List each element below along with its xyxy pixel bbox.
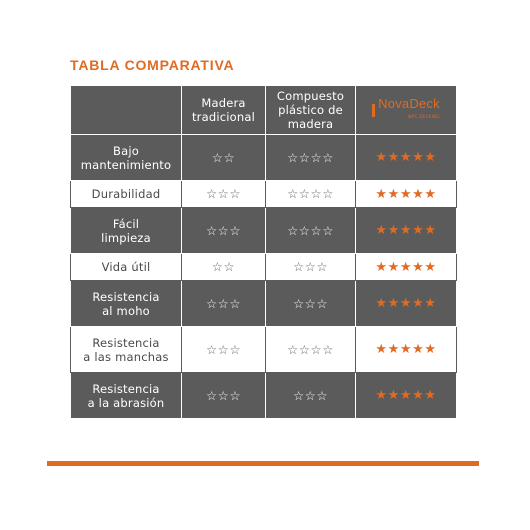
comparison-table <box>70 85 457 419</box>
row-label: Bajo mantenimiento <box>71 135 182 181</box>
wood-rating: ☆☆☆ <box>182 208 266 254</box>
table-row <box>71 373 457 419</box>
table-row <box>71 254 457 281</box>
row-label: Fácil limpieza <box>71 208 182 254</box>
composite-rating: ☆☆☆ <box>266 254 356 281</box>
composite-rating: ☆☆☆ <box>266 281 356 327</box>
brand-rating: ★★★★★ <box>356 373 457 419</box>
table-row <box>71 181 457 208</box>
novadeck-logo: NovaDeck WPC DECKING <box>372 97 440 124</box>
composite-rating: ☆☆☆☆ <box>266 181 356 208</box>
wood-rating: ☆☆☆ <box>182 281 266 327</box>
wood-rating: ☆☆☆ <box>182 181 266 208</box>
header-brand <box>356 86 457 135</box>
row-label: Durabilidad <box>71 181 182 208</box>
header-composite: Compuesto plástico de madera <box>266 86 356 135</box>
logo-mark-icon <box>372 104 375 117</box>
wood-rating: ☆☆☆ <box>182 373 266 419</box>
brand-rating: ★★★★★ <box>356 281 457 327</box>
brand-rating: ★★★★★ <box>356 135 457 181</box>
brand-rating: ★★★★★ <box>356 254 457 281</box>
brand-rating: ★★★★★ <box>356 208 457 254</box>
wood-rating: ☆☆ <box>182 254 266 281</box>
composite-rating: ☆☆☆☆ <box>266 208 356 254</box>
table-header-row <box>71 86 457 135</box>
table-row <box>71 135 457 181</box>
accent-divider <box>47 461 479 466</box>
header-empty-cell <box>71 86 182 135</box>
row-label: Vida útil <box>71 254 182 281</box>
table-row <box>71 281 457 327</box>
composite-rating: ☆☆☆☆ <box>266 135 356 181</box>
header-wood: Madera tradicional <box>182 86 266 135</box>
row-label: Resistencia a las manchas <box>71 327 182 373</box>
row-label: Resistencia a la abrasión <box>71 373 182 419</box>
wood-rating: ☆☆☆ <box>182 327 266 373</box>
wood-rating: ☆☆ <box>182 135 266 181</box>
composite-rating: ☆☆☆☆ <box>266 327 356 373</box>
row-label: Resistencia al moho <box>71 281 182 327</box>
brand-rating: ★★★★★ <box>356 181 457 208</box>
composite-rating: ☆☆☆ <box>266 373 356 419</box>
brand-rating: ★★★★★ <box>356 327 457 373</box>
table-row <box>71 327 457 373</box>
table-row <box>71 208 457 254</box>
page-title: TABLA COMPARATIVA <box>70 57 235 73</box>
